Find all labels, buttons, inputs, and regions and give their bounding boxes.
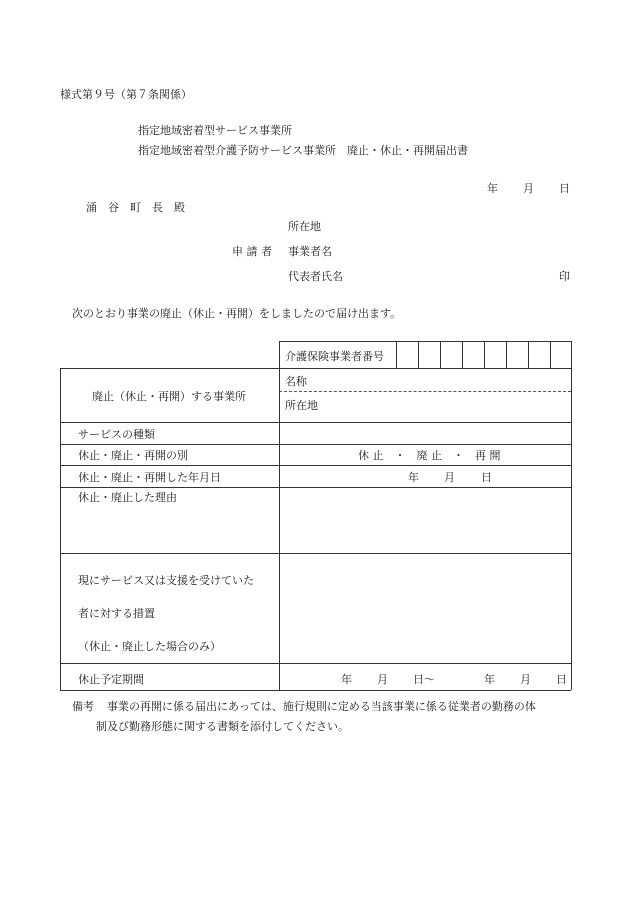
measures-field[interactable] bbox=[280, 554, 570, 663]
insurance-number-digit-6[interactable] bbox=[507, 342, 528, 368]
insurance-number-digit-8[interactable] bbox=[551, 342, 571, 368]
note-line2: 制及び勤務形態に関する書類を添付してください。 bbox=[96, 720, 349, 733]
measures-label-line2: 者に対する措置 bbox=[78, 607, 155, 620]
insurance-number-digit-5[interactable] bbox=[485, 342, 506, 368]
note-line1: 事業の再開に係る届出にあっては、施行規則に定める当該事業に係る従業者の勤務の体 bbox=[107, 700, 536, 713]
measures-label-line1: 現にサービス又は支援を受けていた bbox=[78, 574, 254, 587]
insurance-number-digit-3[interactable] bbox=[441, 342, 462, 368]
period-to-year: 年 bbox=[484, 673, 495, 686]
period-from-month: 月 bbox=[377, 673, 388, 686]
service-type-label: サービスの種類 bbox=[78, 428, 155, 441]
establishment-label: 廃止（休止・再開）する事業所 bbox=[92, 390, 246, 403]
insurance-number-digit-4[interactable] bbox=[463, 342, 484, 368]
seal-mark: 印 bbox=[559, 270, 570, 283]
change-date-month: 月 bbox=[444, 471, 455, 484]
note-label: 備考 bbox=[72, 700, 94, 713]
reason-field[interactable] bbox=[280, 488, 570, 553]
period-label: 休止予定期間 bbox=[78, 673, 144, 686]
addressee: 涌 谷 町 長 殿 bbox=[86, 201, 185, 214]
category-options[interactable]: 休 止 ・ 廃 止 ・ 再 開 bbox=[358, 449, 501, 462]
period-from-year: 年 bbox=[341, 673, 352, 686]
applicant-representative-label: 代表者氏名 bbox=[288, 270, 343, 283]
intro-text: 次のとおり事業の廃止（休止・再開）をしましたので届け出ます。 bbox=[72, 307, 402, 320]
period-from-day: 日～ bbox=[413, 673, 435, 686]
period-to-day: 日 bbox=[556, 673, 567, 686]
measures-label-line3: （休止・廃止した場合のみ） bbox=[78, 640, 221, 653]
submission-date-month: 月 bbox=[523, 182, 534, 195]
establishment-name-field[interactable] bbox=[320, 369, 570, 390]
change-date-year: 年 bbox=[408, 471, 419, 484]
change-date-day: 日 bbox=[481, 471, 492, 484]
period-to-month: 月 bbox=[520, 673, 531, 686]
establishment-name-label: 名称 bbox=[285, 375, 307, 388]
change-date-label: 休止・廃止・再開した年月日 bbox=[78, 471, 221, 484]
form-title-line2: 指定地域密着型介護予防サービス事業所 廃止・休止・再開届出書 bbox=[138, 144, 468, 157]
service-type-field[interactable] bbox=[280, 423, 570, 444]
insurance-number-digit-2[interactable] bbox=[419, 342, 440, 368]
insurance-number-digit-7[interactable] bbox=[529, 342, 550, 368]
submission-date-day: 日 bbox=[559, 182, 570, 195]
insurance-number-digit-1[interactable] bbox=[397, 342, 418, 368]
form-title-line1: 指定地域密着型サービス事業所 bbox=[138, 124, 292, 137]
applicant-location-label: 所在地 bbox=[288, 220, 321, 233]
applicant-business-name-label: 事業者名 bbox=[288, 245, 332, 258]
reason-label: 休止・廃止した理由 bbox=[78, 491, 177, 504]
submission-date-year: 年 bbox=[487, 182, 498, 195]
category-label: 休止・廃止・再開の別 bbox=[78, 449, 188, 462]
establishment-location-label: 所在地 bbox=[285, 399, 318, 412]
establishment-location-field[interactable] bbox=[320, 393, 570, 421]
applicant-label: 申 請 者 bbox=[232, 245, 272, 258]
insurance-number-label: 介護保険事業者番号 bbox=[285, 350, 384, 363]
form-number: 様式第９号（第７条関係） bbox=[60, 88, 192, 101]
